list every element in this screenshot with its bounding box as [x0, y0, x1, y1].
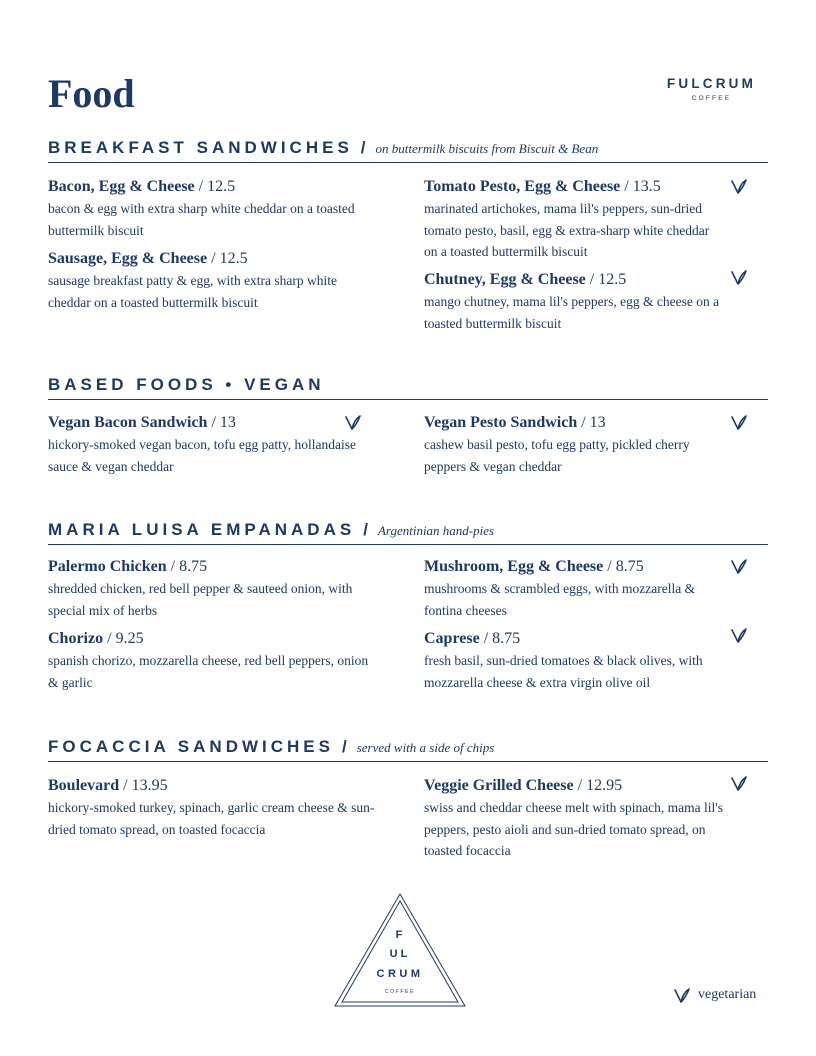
menu-item: Chutney, Egg & Cheese / 12.5 mango chutney, mama lil's peppers, egg & cheese on a toasted buttermilk biscuit: [424, 270, 734, 334]
item-price: 12.5: [598, 271, 627, 288]
section-slash: /: [341, 737, 347, 756]
item-description: shredded chicken, red bell pepper & sauteed onion, with special mix of herbs: [48, 581, 353, 618]
badge-line-1: F: [395, 929, 405, 941]
section-note: on buttermilk biscuits from Biscuit & Bean: [375, 141, 599, 156]
item-description: hickory-smoked turkey, spinach, garlic cream cheese & sun-dried tomato spread, on toasted focaccia: [48, 800, 375, 837]
fulcrum-triangle-logo: [333, 892, 467, 1008]
section-slash: /: [360, 138, 366, 157]
menu-item: Vegan Bacon Sandwich / 13 hickory-smoked vegan bacon, tofu egg patty, hollandaise sauce & vegan cheddar: [48, 413, 378, 477]
section-header-breakfast: [48, 138, 768, 163]
section-title: BREAKFAST SANDWICHES: [48, 138, 353, 157]
badge-line-3: CRUM: [376, 968, 424, 980]
section-note: Argentinian hand-pies: [377, 523, 495, 538]
item-description: spanish chorizo, mozzarella cheese, red bell peppers, onion & garlic: [48, 653, 369, 690]
menu-item: Caprese / 8.75 fresh basil, sun-dried tomatoes & black olives, with mozzarella cheese & extra virgin olive oil: [424, 629, 724, 693]
leaf-icon: [345, 414, 361, 432]
item-description: mushrooms & scrambled eggs, with mozzarella & fontina cheeses: [424, 581, 696, 618]
item-description: mango chutney, mama lil's peppers, egg & cheese on a toasted buttermilk biscuit: [424, 294, 720, 331]
section-header-vegan: [48, 375, 768, 400]
section-header-focaccia: [48, 737, 768, 762]
leaf-icon: [731, 414, 747, 432]
item-name: Sausage, Egg & Cheese: [48, 250, 208, 267]
leaf-icon: [731, 269, 747, 287]
section-note: served with a side of chips: [356, 740, 495, 755]
legend-label: vegetarian: [698, 987, 757, 1002]
item-name: Palermo Chicken: [48, 558, 167, 575]
section-slash: /: [363, 520, 368, 539]
section-header-empanadas: [48, 520, 768, 545]
leaf-icon: [731, 178, 747, 196]
item-name: Veggie Grilled Cheese: [424, 777, 574, 794]
item-description: bacon & egg with extra sharp white cheddar on a toasted buttermilk biscuit: [48, 201, 355, 238]
section-title: FOCACCIA SANDWICHES: [48, 737, 334, 756]
item-name: Chutney, Egg & Cheese: [424, 271, 586, 288]
leaf-icon: [731, 558, 747, 576]
item-name: Boulevard: [48, 777, 120, 794]
item-price: 13: [219, 414, 236, 431]
item-description: fresh basil, sun-dried tomatoes & black olives, with mozzarella cheese & extra virgin olive oil: [424, 653, 703, 690]
item-name: Tomato Pesto, Egg & Cheese: [424, 178, 621, 195]
leaf-icon: [731, 627, 747, 645]
menu-item: Vegan Pesto Sandwich / 13 cashew basil pesto, tofu egg patty, pickled cherry peppers & vegan cheddar: [424, 413, 734, 477]
brand-logo-name: FULCRUM: [666, 76, 757, 91]
item-price: 8.75: [492, 630, 521, 647]
item-price: 8.75: [615, 558, 644, 575]
item-name: Mushroom, Egg & Cheese: [424, 558, 604, 575]
item-name: Bacon, Egg & Cheese: [48, 178, 195, 195]
section-title: MARIA LUISA EMPANADAS: [48, 520, 356, 539]
item-description: hickory-smoked vegan bacon, tofu egg patty, hollandaise sauce & vegan cheddar: [48, 437, 357, 474]
item-description: sausage breakfast patty & egg, with extra sharp white cheddar on a toasted buttermilk biscuit: [48, 273, 338, 310]
item-description: swiss and cheddar cheese melt with spinach, mama lil's peppers, pesto aioli and sun-dried tomato spread, on toasted focaccia: [424, 800, 723, 858]
section-title: BASED FOODS • VEGAN: [48, 375, 325, 394]
item-description: marinated artichokes, mama lil's peppers, sun-dried tomato pesto, basil, egg & extra-sharp white cheddar on a toasted buttermilk biscuit: [424, 201, 710, 259]
menu-item: Palermo Chicken / 8.75 shredded chicken, red bell pepper & sauteed onion, with special mix of herbs: [48, 557, 378, 621]
item-name: Vegan Bacon Sandwich: [48, 414, 208, 431]
item-price: 13.5: [632, 178, 661, 195]
menu-item: Veggie Grilled Cheese / 12.95 swiss and cheddar cheese melt with spinach, mama lil's peppers, pesto aioli and sun-dried tomato spread, on toasted focaccia: [424, 776, 724, 862]
leaf-icon: [731, 775, 747, 793]
item-name: Chorizo: [48, 630, 104, 647]
item-price: 9.25: [115, 630, 144, 647]
item-description: cashew basil pesto, tofu egg patty, pickled cherry peppers & vegan cheddar: [424, 437, 690, 474]
item-price: 8.75: [179, 558, 208, 575]
page-title: Food: [48, 71, 135, 116]
item-name: Caprese: [424, 630, 480, 647]
badge-sub: COFFEE: [385, 989, 415, 995]
item-price: 13.95: [131, 777, 168, 794]
item-price: 12.95: [586, 777, 623, 794]
badge-line-2: UL: [389, 948, 411, 960]
menu-item: Chorizo / 9.25 spanish chorizo, mozzarella cheese, red bell peppers, onion & garlic: [48, 629, 378, 693]
menu-item: Bacon, Egg & Cheese / 12.5 bacon & egg with extra sharp white cheddar on a toasted buttermilk biscuit: [48, 177, 378, 241]
item-price: 13: [589, 414, 606, 431]
item-price: 12.5: [207, 178, 236, 195]
item-name: Vegan Pesto Sandwich: [424, 414, 578, 431]
menu-item: Tomato Pesto, Egg & Cheese / 13.5 marinated artichokes, mama lil's peppers, sun-dried tomato pesto, basil, egg & extra-sharp white cheddar on a toasted buttermilk biscuit: [424, 177, 724, 263]
menu-item: Sausage, Egg & Cheese / 12.5 sausage breakfast patty & egg, with extra sharp white cheddar on a toasted buttermilk biscuit: [48, 249, 378, 313]
brand-logo-sub: COFFEE: [691, 95, 732, 102]
item-price: 12.5: [219, 250, 248, 267]
menu-item: Mushroom, Egg & Cheese / 8.75 mushrooms & scrambled eggs, with mozzarella & fontina cheeses: [424, 557, 724, 621]
menu-item: Boulevard / 13.95 hickory-smoked turkey, spinach, garlic cream cheese & sun-dried tomato spread, on toasted focaccia: [48, 776, 378, 840]
leaf-icon: [674, 987, 690, 1005]
